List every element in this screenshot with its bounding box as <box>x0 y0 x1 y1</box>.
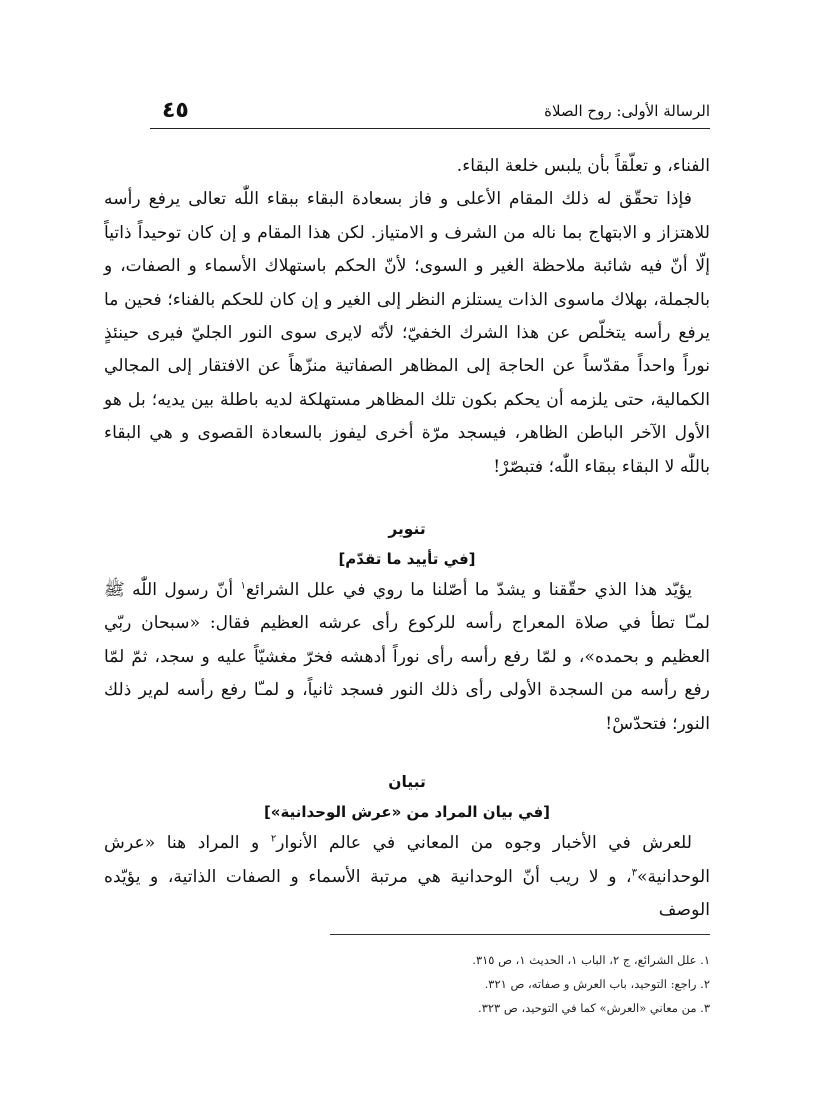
paragraph-continuation: الفناء، و تعلّقاً بأن يلبس خلعة البقاء. <box>456 156 710 176</box>
section-subtitle-tanwir: [في تأييد ما تقدّم] <box>338 550 476 569</box>
paragraph-tanwir-part1: يؤيّد هذا الذي حقّقنا و يشدّ ما أصّلنا ما روي في علل الشرائع <box>245 580 693 601</box>
section-gap <box>104 741 710 767</box>
section-title-tibyan: تبيان <box>388 773 426 792</box>
paragraph-tanwir <box>104 574 710 741</box>
paragraph-tibyan-part2: و المراد هنا «عرش الوحدانية» <box>104 833 710 887</box>
page-body <box>104 150 710 927</box>
paragraph-tibyan-part1: للعرش في الأخبار وجوه من المعاني في عالم الأنوار <box>276 833 692 854</box>
running-title: الرسالة الأولى: روح الصلاة <box>544 102 710 120</box>
footnote-1: ١. علل الشرائع، ج ٢، الباب ١، الحديث ١، ص ٣١٥. <box>472 953 710 967</box>
footnote-divider <box>330 934 710 935</box>
page-number: ٤٥ <box>162 98 189 123</box>
footnote-marker-1[interactable]: ١ <box>240 580 246 592</box>
section-gap <box>104 484 710 514</box>
paragraph-main: فإذا تحقّق له ذلك المقام الأعلى و فاز بسعادة البقاء ببقاء اللّٰه تعالى يرفع رأسه للاهتزاز و الابتهاج بما ناله من الشرف و الامتياز. لكن هذا المقام و إن كان توحيداً ذاتياً إلّا أنّ فيه شائبة ملاحظة الغير و السوى؛ لأنّ الحكم باستهلاك الأسماء و الصفات، و بالجملة، بهلاك ماسوى الذات يستلزم النظر إلى الغير و إن كان للحكم بالفناء؛ فحين ما يرفع رأسه يتخلّص عن هذا الشرك الخفيّ؛ لأنّه لايرى سوى النور الجليّ فيرى حينئذٍ نوراً واحداً مقدّساً عن الحاجة إلى المظاهر الصفاتية منزّهاً عن الافتقار إلى المجالي الكمالية، حتى يلزمه أن يحكم بكون تلك المظاهر مستهلكة لديه باطلة بين يديه؛ بل هو الأول الآخر الباطن الظاهر، فيسجد مرّة أخرى ليفوز بالسعادة القصوى و هي البقاء باللّٰه لا البقاء ببقاء اللّٰه؛ فتبصّرْ! <box>104 189 710 477</box>
page-header <box>150 96 710 129</box>
paragraph-tibyan-part3: ، و لا ريب أنّ الوحدانية هي مرتبة الأسماء و الصفات الذاتية، و يؤيّده الوصف <box>104 866 710 920</box>
footnotes <box>330 948 710 1020</box>
footnote-2: ٢. راجع: التوحيد، باب العرش و صفاته، ص ٣٢١. <box>484 977 710 991</box>
footnote-3: ٣. من معاني «العرش» كما في التوحيد، ص ٣٢٣. <box>478 1001 710 1015</box>
footnote-marker-3[interactable]: ٣ <box>631 866 637 878</box>
section-title-tanwir: تنوير <box>388 520 426 539</box>
section-subtitle-tibyan: [في بيان المراد من «عرش الوحدانية»] <box>263 803 551 822</box>
footnote-marker-2[interactable]: ٢ <box>270 833 277 845</box>
paragraph-tibyan <box>104 827 710 927</box>
paragraph-tanwir-part2: أنّ رسول اللّٰه ﷺ لمـّا تطأ في صلاة المعراج رأسه للركوع رأى عرشه العظيم فقال: «سبحان ربّي العظيم و بحمده»، و لمّا رفع رأسه رأى نوراً أدهشه فخرّ مغشيّاً عليه و سجد، ثمّ لمّا رفع رأسه من السجدة الأولى رأى ذلك النور فسجد ثانياً، و لمـّا رفع رأسه لم‌ير ذلك النور؛ فتحدّسْ! <box>104 580 710 734</box>
